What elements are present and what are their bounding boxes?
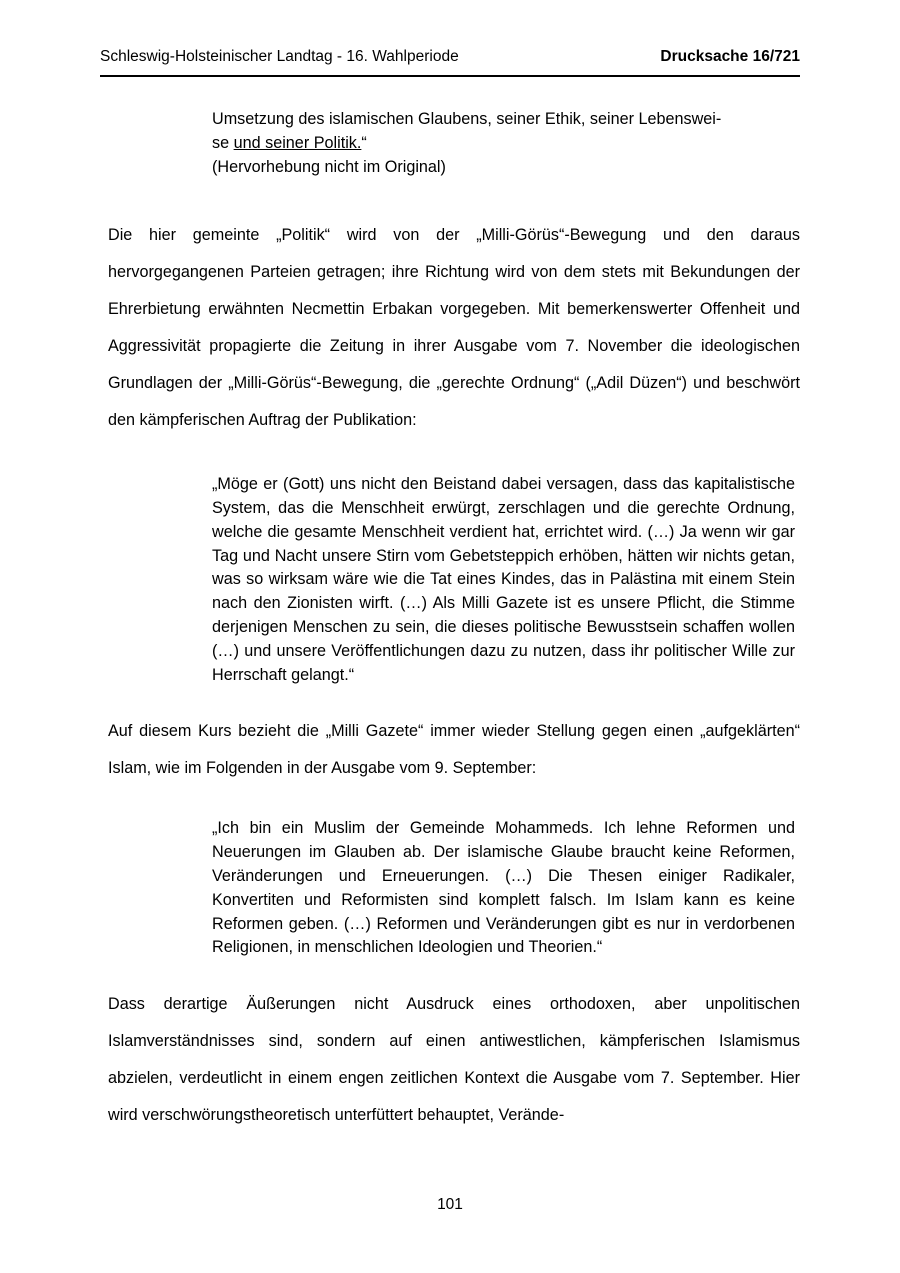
page-number: 101 bbox=[437, 1196, 463, 1213]
quote-top-underlined-text: und seiner Politik. bbox=[233, 133, 362, 152]
header-divider bbox=[100, 75, 800, 77]
quote-block-1: „Möge er (Gott) uns nicht den Beistand dabei versagen, dass das kapitalistische System, das die Menschheit erwürgt, zerschlagen und die gerechte Ordnung, welche die gesamte Menschheit verdient hat, errichtet wird. (…) Ja wenn wir gar Tag und Nacht unsere Stirn vom Gebetsteppich erhöben, hätten wir nichts getan, was so wirksam wäre wie die Tat eines Kindes, das in Palästina mit einem Stein nach den Zionisten wirft. (…) Als Milli Gazete ist es unsere Pflicht, die Stimme derjenigen Menschen zu sein, die dieses politische Bewusstsein schaffen wollen (…) und unsere Veröffentlichungen dazu zu nutzen, dass ihr politischer Wille zur Herrschaft gelangt.“ bbox=[212, 475, 795, 684]
quote-top-line-3: (Hervorhebung nicht im Original) bbox=[212, 157, 446, 176]
page-header bbox=[100, 48, 800, 66]
quote-block-top bbox=[212, 108, 795, 179]
page-footer bbox=[0, 1196, 900, 1214]
quote-top-line-2-suffix: “ bbox=[361, 133, 367, 152]
paragraph-2: Auf diesem Kurs bezieht die „Milli Gazete“ immer wieder Stellung gegen einen „aufgeklärten“ Islam, wie im Folgenden in der Ausgabe vom 9. September: bbox=[108, 722, 800, 778]
paragraph-1: Die hier gemeinte „Politik“ wird von der „Milli-Görüs“-Bewegung und den daraus hervorgegangenen Parteien getragen; ihre Richtung wird von dem stets mit Bekundungen der Ehrerbietung erwähnten Necmettin Erbakan vorgegeben. Mit bemerkenswerter Offenheit und Aggressivität propagierte die Zeitung in ihrer Ausgabe vom 7. November die ideologischen Grundlagen der „Milli-Görüs“-Bewegung, die „gerechte Ordnung“ („Adil Düzen“) und beschwört den kämpferischen Auftrag der Publikation: bbox=[108, 226, 800, 430]
quote-block-2: „Ich bin ein Muslim der Gemeinde Mohammeds. Ich lehne Reformen und Neuerungen im Glauben ab. Der islamische Glaube braucht keine Reformen, Veränderungen und Erneuerungen. (…) Die Thesen einiger Radikaler, Konvertiten und Reformisten sind komplett falsch. Im Islam kann es keine Reformen geben. (…) Reformen und Veränderungen gibt es nur in verdorbenen Religionen, in menschlichen Ideologien und Theorien.“ bbox=[212, 819, 795, 957]
quote-top-line-2-prefix: se bbox=[212, 133, 234, 152]
header-document-number: Drucksache 16/721 bbox=[660, 48, 800, 65]
document-body bbox=[0, 108, 900, 1134]
quote-top-line-1: Umsetzung des islamischen Glaubens, seiner Ethik, seiner Lebenswei- bbox=[212, 110, 722, 128]
header-parliament-label: Schleswig-Holsteinischer Landtag - 16. Wahlperiode bbox=[100, 48, 459, 65]
paragraph-3: Dass derartige Äußerungen nicht Ausdruck eines orthodoxen, aber unpolitischen Islamverständnisses sind, sondern auf einen antiwestlichen, kämpferischen Islamismus abzielen, verdeutlicht in einem engen zeitlichen Kontext die Ausgabe vom 7. September. Hier wird verschwörungstheoretisch unterfüttert behauptet, Verände- bbox=[108, 995, 800, 1124]
